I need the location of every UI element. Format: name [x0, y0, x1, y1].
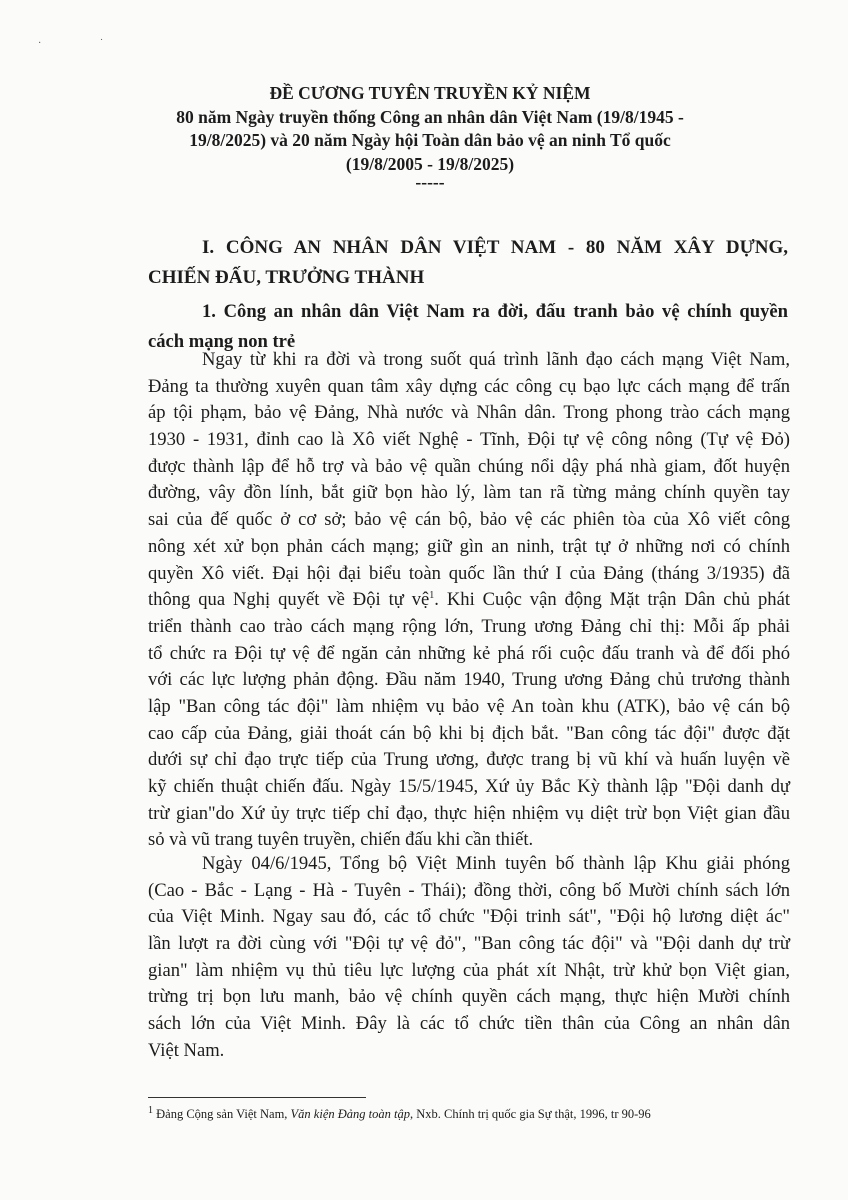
paragraph-line: với các lực lượng phản động. Đầu năm 1940, Trung ương Đảng chủ trương thành	[148, 669, 790, 691]
paragraph-line: sai của đế quốc ở cơ sở; bảo vệ cán bộ, bảo vệ các phiên tòa của Xô viết công	[148, 509, 790, 531]
paragraph-line: Việt Nam.	[148, 1039, 225, 1061]
paragraph-line: lập "Ban công tác đội" làm nhiệm vụ bảo vệ An toàn khu (ATK), bảo vệ cán bộ	[148, 695, 790, 717]
paragraph-line: trừng trị bọn lưu manh, bảo vệ chính quyền cách mạng, thực hiện Mười chính	[148, 986, 790, 1008]
paragraph-line: Ngày 04/6/1945, Tổng bộ Việt Minh tuyên bố thành lập Khu giải phóng	[202, 853, 790, 874]
footnote-text: Đảng Cộng sản Việt Nam,	[153, 1107, 291, 1121]
footnote-divider	[148, 1097, 366, 1098]
paragraph-line: Đảng ta thường xuyên quan tâm xây dựng các công cụ bạo lực cách mạng để trấn	[148, 375, 790, 397]
title-line-3: 19/8/2025) và 20 năm Ngày hội Toàn dân bảo vệ an ninh Tổ quốc	[189, 130, 671, 150]
paragraph-line: kỹ chiến thuật chiến đấu. Ngày 15/5/1945, Xứ ủy Bắc Kỳ thành lập "Đội danh dự	[148, 776, 790, 797]
paragraph-2	[148, 851, 790, 1065]
title-line-4: (19/8/2005 - 19/8/2025)	[345, 153, 515, 174]
footnote-text: , Nxb. Chính trị quốc gia Sự thật, 1996, tr 90-96	[409, 1107, 651, 1121]
footnote	[148, 1106, 808, 1122]
paragraph-line-with-footnote	[148, 587, 790, 614]
scan-specks: · ˙	[38, 38, 132, 49]
footnote-marker: 1	[148, 1104, 153, 1116]
paragraph-line: được thành lập để hỗ trợ và bảo vệ quần chúng nổi dậy phá nhà giam, đốt huyện	[148, 455, 790, 477]
paragraph-line: Ngay từ khi ra đời và trong suốt quá trình lãnh đạo cách mạng Việt Nam,	[202, 349, 790, 370]
paragraph-line: sỏ và vũ trang tuyên truyền, chiến đấu khi cần thiết.	[148, 829, 534, 851]
line-text: . Khi Cuộc vận động Mặt trận Dân chủ phát	[434, 589, 790, 611]
line-text: thông qua Nghị quyết về Đội tự vệ	[148, 589, 430, 611]
paragraph-line: sách lớn của Việt Minh. Đây là các tổ chức tiền thân của Công an nhân dân	[148, 1013, 790, 1035]
title-line-2: 80 năm Ngày truyền thống Công an nhân dân Việt Nam (19/8/1945 -	[176, 106, 684, 127]
paragraph-line: của Việt Minh. Ngay sau đó, các tổ chức "Đội trinh sát", "Đội hộ lương diệt ác"	[148, 906, 790, 928]
paragraph-line: triển thành cao trào cách mạng rộng lớn, Trung ương Đảng chỉ thị: Mỗi ấp phải	[148, 615, 790, 637]
subsection-heading-line-1: 1. Công an nhân dân Việt Nam ra đời, đấu tranh bảo vệ chính quyền	[202, 301, 788, 322]
paragraph-line: tổ chức ra Đội tự vệ để ngăn cản những kẻ phá rối cuộc đấu tranh và để đối phó	[148, 642, 790, 664]
paragraph-line: dưới sự chỉ đạo trực tiếp của Trung ương, được trang bị vũ khí và huấn luyện về	[148, 749, 790, 771]
footnote-book-title: Văn kiện Đảng toàn tập	[290, 1107, 410, 1121]
subsection-heading-line-2: cách mạng non trẻ	[148, 331, 296, 352]
document-title	[140, 82, 720, 192]
paragraph-line: quyền Xô viết. Đại hội đại biểu toàn quốc lần thứ I của Đảng (tháng 3/1935) đã	[148, 562, 790, 584]
paragraph-line: 1930 - 1931, đỉnh cao là Xô viết Nghệ - Tĩnh, Đội tự vệ công nông (Tự vệ Đỏ)	[148, 429, 790, 451]
section-heading-line-1: I. CÔNG AN NHÂN DÂN VIỆT NAM - 80 NĂM XÂY DỰNG,	[202, 237, 788, 258]
footnote-reference: 1	[429, 590, 435, 601]
title-separator: -----	[415, 172, 445, 192]
paragraph-line: lần lượt ra đời cùng với "Đội tự vệ đỏ", "Ban công tác đội" và "Đội danh dự trừ	[148, 933, 790, 955]
title-line-1: ĐỀ CƯƠNG TUYÊN TRUYỀN KỶ NIỆM	[269, 83, 591, 103]
paragraph-line: áp tội phạm, bảo vệ Đảng, Nhà nước và Nhân dân. Trong phong trào cách mạng	[148, 402, 790, 424]
paragraph-line: trừ gian"do Xứ ủy trực tiếp chỉ đạo, thực hiện nhiệm vụ diệt trừ bọn Việt gian đầu	[148, 802, 790, 824]
section-heading	[148, 233, 788, 293]
paragraph-line: (Cao - Bắc - Lạng - Hà - Tuyên - Thái); đồng thời, công bố Mười chính sách lớn	[148, 879, 790, 901]
paragraph-1	[148, 347, 790, 854]
paragraph-line: nông xét xử bọn phản cách mạng; giữ gìn an ninh, trật tự ở những nơi có chính	[148, 535, 790, 557]
section-heading-line-2: CHIẾN ĐẤU, TRƯỞNG THÀNH	[148, 267, 425, 288]
paragraph-line: cao cấp của Đảng, giải thoát cán bộ khi bị địch bắt. "Ban công tác đội" được đặt	[148, 722, 790, 744]
paragraph-line: đường, vây đồn lính, bắt giữ bọn hào lý, làm tan rã từng mảng chính quyền tay	[148, 482, 790, 504]
paragraph-line: gian" làm nhiệm vụ thủ tiêu lực lượng của phát xít Nhật, trừ khử bọn Việt gian,	[148, 959, 790, 981]
